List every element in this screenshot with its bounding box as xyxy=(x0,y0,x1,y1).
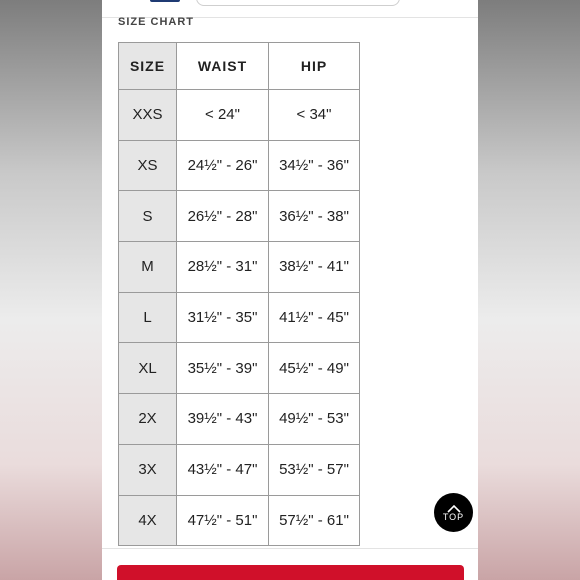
phone-screen xyxy=(102,0,478,580)
hip-cell: < 34" xyxy=(269,90,360,141)
size-cell: M xyxy=(119,242,177,293)
table-row xyxy=(119,495,360,546)
hip-cell: 45½" - 49" xyxy=(269,343,360,394)
table-row xyxy=(119,394,360,445)
table-row xyxy=(119,90,360,141)
hip-cell: 53½" - 57" xyxy=(269,444,360,495)
hip-cell: 38½" - 41" xyxy=(269,242,360,293)
footer-divider xyxy=(102,548,478,549)
table-row xyxy=(119,191,360,242)
size-cell: S xyxy=(119,191,177,242)
add-to-bag-button[interactable] xyxy=(117,565,464,580)
table-row xyxy=(119,242,360,293)
size-cell: 2X xyxy=(119,394,177,445)
size-cell: 3X xyxy=(119,444,177,495)
size-chart-table xyxy=(118,42,360,546)
table-row xyxy=(119,292,360,343)
brand-logo[interactable] xyxy=(150,0,180,2)
waist-cell: 35½" - 39" xyxy=(177,343,269,394)
waist-cell: 26½" - 28" xyxy=(177,191,269,242)
waist-cell: 24½" - 26" xyxy=(177,140,269,191)
waist-cell: 39½" - 43" xyxy=(177,394,269,445)
size-cell: L xyxy=(119,292,177,343)
hip-cell: 57½" - 61" xyxy=(269,495,360,546)
size-cell: XS xyxy=(119,140,177,191)
column-header-size: SIZE xyxy=(119,43,177,90)
waist-cell: 28½" - 31" xyxy=(177,242,269,293)
table-row xyxy=(119,343,360,394)
size-cell: 4X xyxy=(119,495,177,546)
size-cell: XXS xyxy=(119,90,177,141)
waist-cell: 31½" - 35" xyxy=(177,292,269,343)
scroll-to-top-button[interactable] xyxy=(434,493,473,532)
table-row xyxy=(119,140,360,191)
column-header-hip: HIP xyxy=(269,43,360,90)
background-right xyxy=(478,0,580,580)
background-left xyxy=(0,0,102,580)
scroll-to-top-label: TOP xyxy=(442,512,465,522)
search-input[interactable] xyxy=(196,0,400,6)
size-cell: XL xyxy=(119,343,177,394)
section-title: SIZE CHART xyxy=(118,16,194,28)
hip-cell: 34½" - 36" xyxy=(269,140,360,191)
hip-cell: 49½" - 53" xyxy=(269,394,360,445)
waist-cell: 43½" - 47" xyxy=(177,444,269,495)
table-header-row xyxy=(119,43,360,90)
column-header-waist: WAIST xyxy=(177,43,269,90)
table-row xyxy=(119,444,360,495)
waist-cell: 47½" - 51" xyxy=(177,495,269,546)
hip-cell: 41½" - 45" xyxy=(269,292,360,343)
hip-cell: 36½" - 38" xyxy=(269,191,360,242)
waist-cell: < 24" xyxy=(177,90,269,141)
